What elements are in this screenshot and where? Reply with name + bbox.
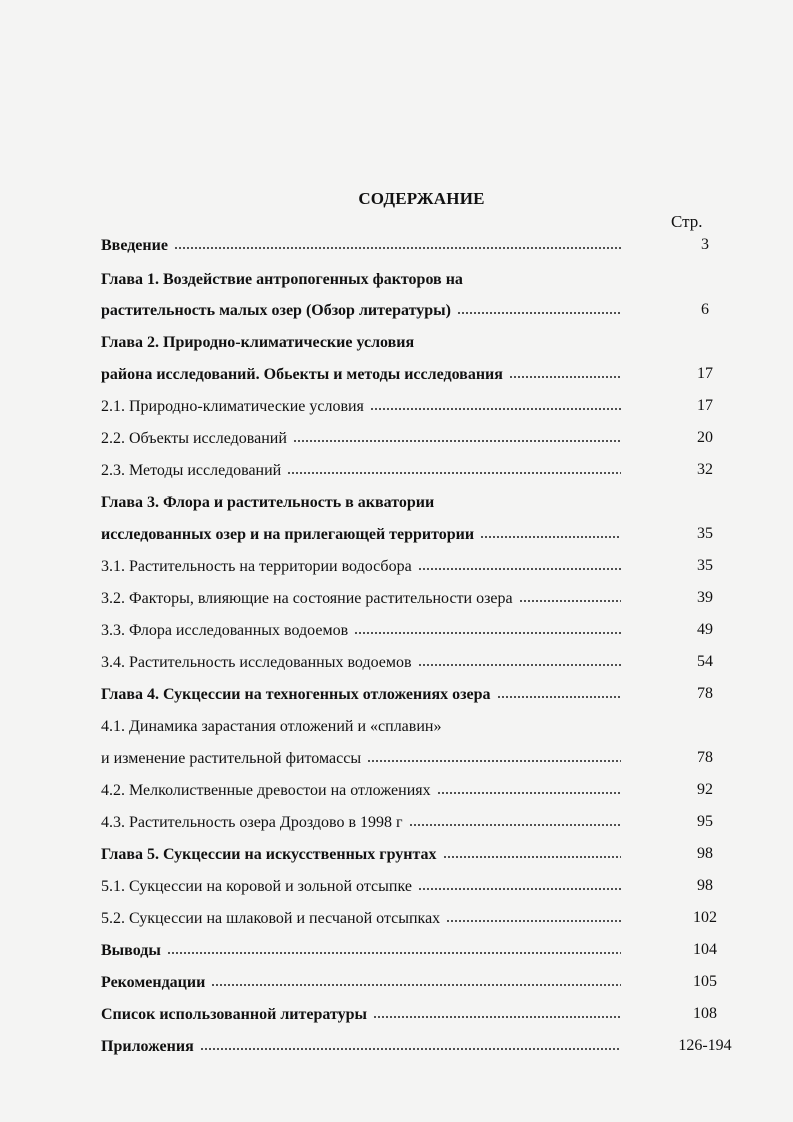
toc-entry bbox=[101, 808, 621, 832]
toc-entry-page: 49 bbox=[697, 621, 713, 638]
toc-entry bbox=[101, 265, 621, 289]
toc-entry bbox=[101, 520, 621, 544]
toc-entry-title: района исследований. Обьекты и методы исследования bbox=[101, 366, 503, 383]
toc-entry bbox=[101, 840, 621, 864]
toc-entry-title: 3.2. Факторы, влияющие на состояние растительности озера bbox=[101, 590, 513, 607]
toc-entry-title: 5.1. Сукцессии на коровой и зольной отсыпке bbox=[101, 878, 412, 895]
toc-entry bbox=[101, 552, 621, 576]
toc-entry-title: Глава 2. Природно-климатические условия bbox=[101, 334, 415, 351]
toc-entry bbox=[101, 328, 621, 352]
toc-entry bbox=[101, 1032, 621, 1056]
page-column-label: Стр. bbox=[671, 212, 703, 231]
dot-leader bbox=[373, 1015, 621, 1019]
toc-entry-title: Выводы bbox=[101, 942, 161, 959]
dot-leader bbox=[211, 983, 621, 987]
toc-entry-title: 5.2. Сукцессии на шлаковой и песчаной отсыпках bbox=[101, 910, 441, 927]
toc-title: СОДЕРЖАНИЕ bbox=[358, 189, 485, 208]
dot-leader bbox=[200, 1047, 621, 1051]
toc-entry-title: 3.4. Растительность исследованных водоемов bbox=[101, 654, 412, 671]
toc-entry bbox=[101, 584, 621, 608]
toc-entry-page: 39 bbox=[697, 589, 713, 606]
toc-entry-title: Глава 1. Воздействие антропогенных факторов на bbox=[101, 271, 463, 288]
toc-entry-page: 20 bbox=[697, 429, 713, 446]
toc-entry bbox=[101, 296, 621, 320]
toc-entry bbox=[101, 680, 621, 704]
toc-entry-page: 17 bbox=[697, 365, 713, 382]
toc-entry-page: 98 bbox=[697, 845, 713, 862]
toc-entry-page: 32 bbox=[697, 461, 713, 478]
toc-entry-page: 98 bbox=[697, 877, 713, 894]
toc-entry bbox=[101, 648, 621, 672]
toc-entry-title: растительность малых озер (Обзор литературы) bbox=[101, 302, 451, 319]
dot-leader bbox=[418, 567, 621, 571]
dot-leader bbox=[293, 439, 621, 443]
dot-leader bbox=[497, 695, 621, 699]
toc-entry bbox=[101, 231, 621, 255]
toc-entry-title: Рекомендации bbox=[101, 974, 206, 991]
toc-entry-page: 104 bbox=[693, 941, 717, 958]
dot-leader bbox=[354, 631, 621, 635]
toc-entry-page: 17 bbox=[697, 397, 713, 414]
dot-leader bbox=[418, 887, 621, 891]
toc-entry-page: 105 bbox=[693, 973, 717, 990]
toc-entry bbox=[101, 456, 621, 480]
dot-leader bbox=[167, 951, 621, 955]
toc-entry bbox=[101, 360, 621, 384]
toc-entry-title: и изменение растительной фитомассы bbox=[101, 750, 362, 767]
toc-entry bbox=[101, 744, 621, 768]
toc-entry-page: 108 bbox=[693, 1005, 717, 1022]
dot-leader bbox=[509, 375, 621, 379]
toc-entry-page: 35 bbox=[697, 557, 713, 574]
toc-entry bbox=[101, 776, 621, 800]
dot-leader bbox=[519, 599, 621, 603]
toc-entry-page: 126-194 bbox=[678, 1037, 732, 1054]
toc-entry-title: исследованных озер и на прилегающей территории bbox=[101, 526, 475, 543]
toc-entry bbox=[101, 1000, 621, 1024]
toc-entry-page: 6 bbox=[701, 301, 709, 318]
toc-entry-title: Приложения bbox=[101, 1038, 194, 1055]
toc-entry-title: Глава 4. Сукцессии на техногенных отложениях озера bbox=[101, 686, 491, 703]
dot-leader bbox=[443, 855, 621, 859]
toc-entry-page: 102 bbox=[693, 909, 717, 926]
toc-entry bbox=[101, 424, 621, 448]
toc-entry-title: 4.1. Динамика зарастания отложений и «сплавин» bbox=[101, 718, 442, 735]
toc-entry-page: 35 bbox=[697, 525, 713, 542]
toc-entry-page: 95 bbox=[697, 813, 713, 830]
dot-leader bbox=[437, 791, 621, 795]
dot-leader bbox=[457, 311, 621, 315]
toc-entry-title: 3.3. Флора исследованных водоемов bbox=[101, 622, 349, 639]
dot-leader bbox=[446, 919, 621, 923]
toc-entry-title: 2.2. Объекты исследований bbox=[101, 430, 287, 447]
toc-entry bbox=[101, 392, 621, 416]
dot-leader bbox=[370, 407, 621, 411]
toc-entry bbox=[101, 968, 621, 992]
toc-entry-title: Глава 3. Флора и растительность в акватории bbox=[101, 494, 435, 511]
toc-entry bbox=[101, 872, 621, 896]
toc-entry-title: 3.1. Растительность на территории водосбора bbox=[101, 558, 412, 575]
dot-leader bbox=[287, 471, 621, 475]
toc-entry bbox=[101, 904, 621, 928]
toc-entry bbox=[101, 488, 621, 512]
toc-entry-page: 78 bbox=[697, 749, 713, 766]
toc-entry-page: 54 bbox=[697, 653, 713, 670]
dot-leader bbox=[174, 246, 621, 250]
toc-entry bbox=[101, 616, 621, 640]
dot-leader bbox=[418, 663, 621, 667]
dot-leader bbox=[367, 759, 621, 763]
toc-entry-title: 4.2. Мелколиственные древостои на отложениях bbox=[101, 782, 431, 799]
toc-entry-title: 2.1. Природно-климатические условия bbox=[101, 398, 364, 415]
toc-entry-title: Глава 5. Сукцессии на искусственных грунтах bbox=[101, 846, 437, 863]
toc-entry-page: 78 bbox=[697, 685, 713, 702]
toc-entry-title: 4.3. Растительность озера Дроздово в 1998 г bbox=[101, 814, 403, 831]
toc-entry-page: 3 bbox=[701, 236, 709, 253]
toc-entry-title: Введение bbox=[101, 237, 168, 254]
toc-entry-title: 2.3. Методы исследований bbox=[101, 462, 282, 479]
toc-entry bbox=[101, 936, 621, 960]
dot-leader bbox=[409, 823, 621, 827]
toc-entry-page: 92 bbox=[697, 781, 713, 798]
toc-entry-title: Список использованной литературы bbox=[101, 1006, 367, 1023]
dot-leader bbox=[480, 535, 621, 539]
toc-entry bbox=[101, 712, 621, 736]
